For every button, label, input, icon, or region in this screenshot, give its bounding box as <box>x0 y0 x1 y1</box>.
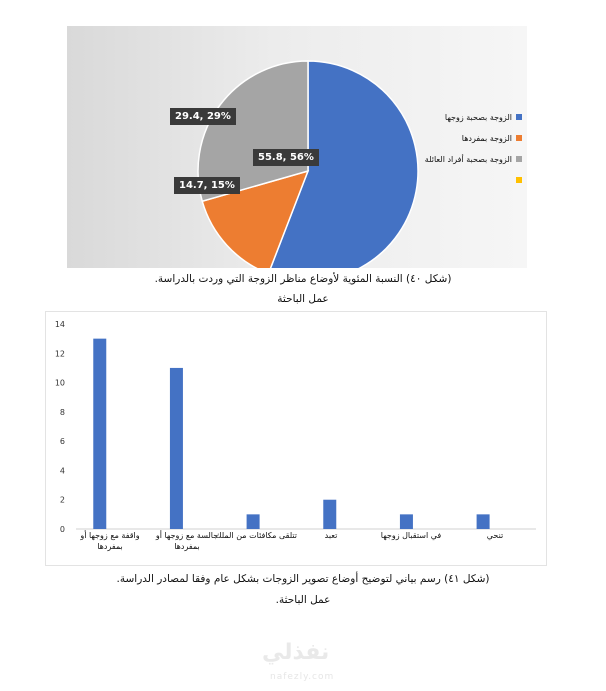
figure-40-credit: عمل الباحثة <box>277 293 329 305</box>
x-label-receiving-husband: في استقبال زوجها <box>380 531 442 540</box>
y-tick-label: 8 <box>59 407 65 417</box>
bar <box>323 500 336 529</box>
bar <box>170 368 183 529</box>
x-label-sitting: جالسة مع زوجها أو بمفردها <box>155 531 219 551</box>
figure-41-caption: (شكل ٤١) رسم بياني لتوضيح أوضاع تصوير الزوجات بشكل عام وفقا لمصادر الدراسة. <box>116 573 490 585</box>
watermark-logo: نفذلي <box>262 640 330 665</box>
y-tick-label: 4 <box>59 466 65 476</box>
figure-40-caption: (شكل ٤٠) النسبة المئوية لأوضاع مناظر الزوجة التي وردت بالدراسة. <box>154 273 452 285</box>
legend-label: الزوجة بصحبة أفراد العائلة <box>424 154 512 164</box>
legend-swatch-orange <box>516 135 522 141</box>
legend-swatch-yellow <box>516 177 522 183</box>
x-label-worshipping: تعبد <box>324 531 338 540</box>
pie-label-with-family: 29.4, 29% <box>170 108 236 125</box>
bar-chart <box>46 312 546 565</box>
legend-label: الزوجة بصحبة زوجها <box>444 112 512 122</box>
legend-swatch-gray <box>516 156 522 162</box>
y-tick-label: 12 <box>54 349 65 359</box>
bar <box>477 514 490 529</box>
x-label-standing: واقفة مع زوجها أو بمفردها <box>80 531 140 551</box>
y-tick-label: 14 <box>54 320 65 329</box>
y-tick-label: 10 <box>54 378 65 388</box>
legend-item <box>422 133 522 143</box>
y-tick-label: 2 <box>59 495 65 505</box>
legend-swatch-blue <box>516 114 522 120</box>
y-tick-label: 6 <box>59 437 65 447</box>
bar <box>400 514 413 529</box>
x-label-bowing: تنحي <box>486 531 504 540</box>
x-label-receiving-rewards: تتلقى مكافئات من الملك <box>214 531 298 540</box>
legend-item <box>422 154 522 164</box>
legend-item <box>422 175 522 185</box>
bar-chart-panel <box>45 311 547 566</box>
pie-label-with-husband: 55.8, 56% <box>253 149 319 166</box>
y-tick-label: 0 <box>59 525 65 534</box>
bar <box>93 339 106 529</box>
pie-chart-panel <box>67 26 527 268</box>
legend-label: الزوجة بمفردها <box>461 133 512 143</box>
pie-label-alone: 14.7, 15% <box>174 177 240 194</box>
legend-item <box>422 112 522 122</box>
pie-legend <box>422 112 522 196</box>
bar <box>247 514 260 529</box>
watermark-url: nafezly.com <box>270 672 335 682</box>
figure-41-credit: عمل الباحثة. <box>275 594 331 606</box>
